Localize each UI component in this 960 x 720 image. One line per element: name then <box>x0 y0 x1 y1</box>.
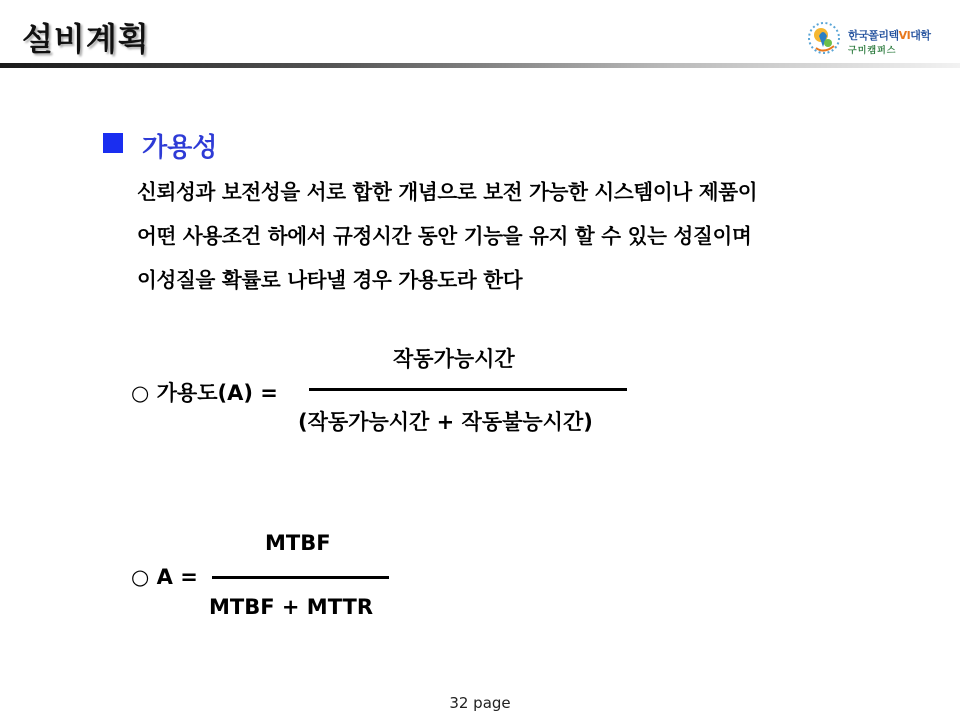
logo-name-suffix: 대학 <box>910 29 931 42</box>
circle-bullet-icon: ○ <box>131 381 150 405</box>
formula1-lhs <box>131 377 278 407</box>
logo-campus: 구미캠퍼스 <box>848 46 897 56</box>
page-number: 32 page <box>449 694 511 712</box>
formula1-numerator: 작동가능시간 <box>393 347 515 371</box>
college-logo <box>802 18 952 62</box>
formula2-denominator: MTBF + MTTR <box>209 595 373 619</box>
formula2-lhs-text: A = <box>156 565 198 589</box>
logo-name <box>848 27 931 43</box>
college-emblem-icon <box>804 18 846 60</box>
paragraph-line: 신뢰성과 보전성을 서로 합한 개념으로 보전 가능한 시스템이나 제품이 <box>137 180 758 204</box>
formula1-lhs-text: 가용도(A) = <box>156 381 278 405</box>
header-divider <box>0 63 960 68</box>
formula2-fraction-bar <box>212 576 389 579</box>
page-title: 설비계획 <box>22 20 150 58</box>
section-paragraph <box>137 170 917 302</box>
formula2-lhs <box>131 565 198 589</box>
formula1-fraction-bar <box>309 388 627 391</box>
logo-name-numeral: Ⅵ <box>898 29 911 42</box>
formula1-denominator: (작동가능시간 + 작동불능시간) <box>298 410 593 434</box>
formula2-numerator: MTBF <box>265 531 331 555</box>
section-bullet-icon <box>103 133 123 153</box>
circle-bullet-icon: ○ <box>131 565 150 589</box>
paragraph-line: 이성질을 확률로 나타낼 경우 가용도라 한다 <box>137 268 523 292</box>
paragraph-line: 어떤 사용조건 하에서 규정시간 동안 기능을 유지 할 수 있는 성질이며 <box>137 224 752 248</box>
logo-name-prefix: 한국폴리텍 <box>848 29 899 42</box>
section-heading: 가용성 <box>142 133 218 163</box>
